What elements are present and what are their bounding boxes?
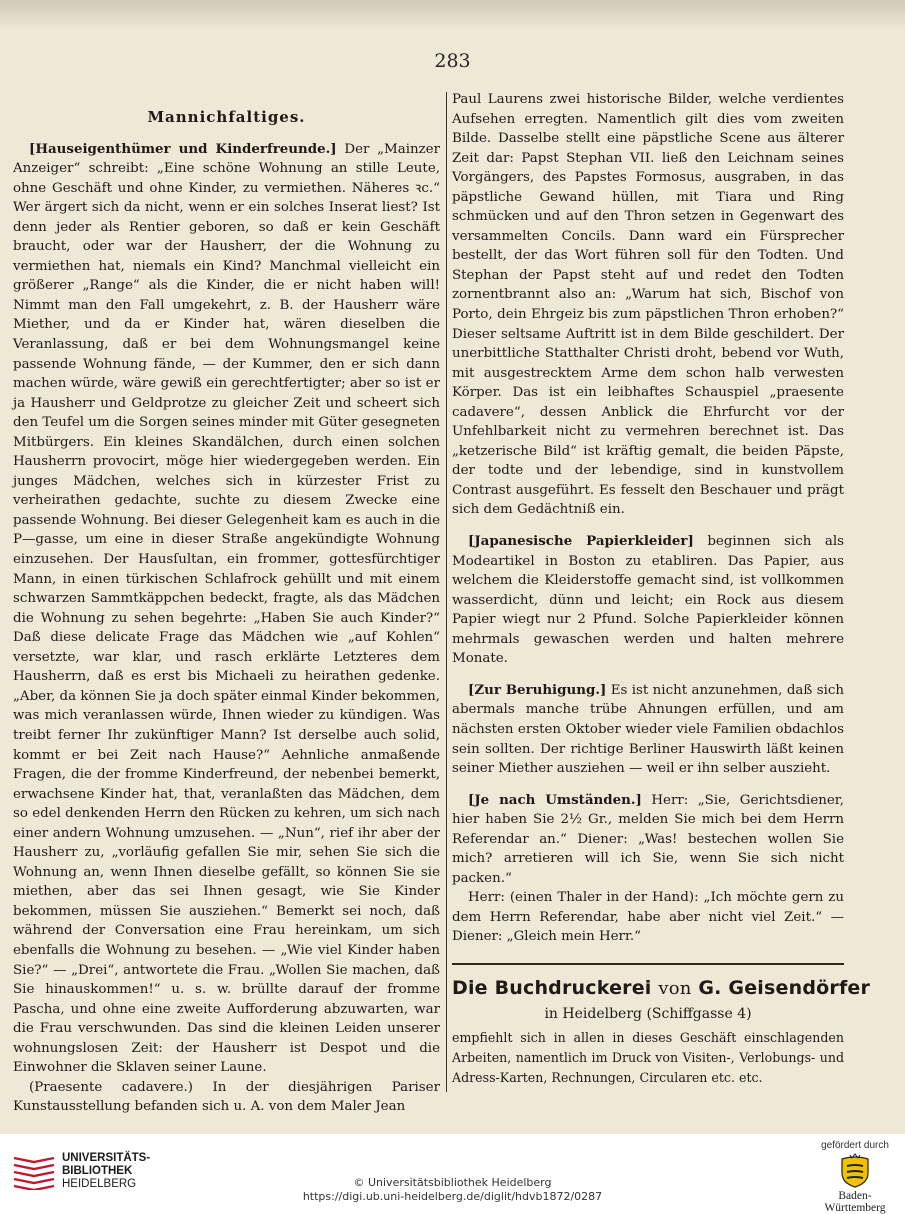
article-title: [Je nach Umständen.] — [468, 791, 642, 808]
article-paragraph: (Praesente cadavere.) In der diesjährigen Pariser Kunstausstellung befanden sich u. A. von dem Maler Jean — [13, 1079, 440, 1115]
advertisement-address: (Schiffgasse 4) — [646, 1005, 752, 1022]
article-title: [Hauseigenthümer und Kinderfreunde.] — [29, 140, 337, 157]
advertisement-divider — [452, 963, 844, 965]
article-paragraph: Herr: (einen Thaler in der Hand): „Ich möchte gern zu dem Herrn Referendar, habe aber nicht viel Zeit.“ — Diener: „Gleich mein Herr.“ — [452, 890, 844, 945]
right-column — [452, 90, 871, 1088]
article-paragraph — [452, 681, 844, 779]
column-divider — [446, 92, 447, 1092]
footer-credits — [0, 1176, 905, 1203]
article-paragraph: Paul Laurens zwei historische Bilder, welche verdientes Aufsehen erregten. Namentlich gilt dies vom zweiten Bilde. Dasselbe stellt eine päpstliche Scene aus älterer Zeit dar: Papst Stephan VII. ließ den Leichnam seines Vorgängers, des Papstes Formosus, ausgraben, in das päpstliche Gewand hüllen, mit Tiara und Ring schmücken und auf den Thron setzen in Gegenwart des versammelten Concils. Dann ward ein Fürsprecher bestellt, der das Wort führen soll für den Todten. Und Stephan der Papst steht auf und redet den Todten zornentbrannt also an: „Warum hat sich, Bischof von Porto, dein Ehrgeiz bis zum päpstlichen Thron erhoben?“ Dieser seltsame Auftritt ist in dem Bilde geschildert. Der unerbittliche Statthalter Christi droht, bebend vor Wuth, mit ausgestrecktem Arme dem schon halb verwesten Körper. Das ist ein leibhaftes Schauspiel „praesente cadavere“, dessen Anblick die Ehrfurcht vor der Unfehlbarkeit nicht zu vermehren berechnet ist. Das „ketzerische Bild“ ist kräftig gemalt, die beiden Päpste, der todte und der lebendige, sind in kunstvollem Contrast ausgeführt. Es fesselt den Beschauer und prägt sich dem Gedächtniß ein. — [452, 92, 844, 518]
advertisement-city: in Heidelberg — [544, 1005, 642, 1022]
advertisement-location — [452, 1005, 844, 1025]
article-text: Herr: „Sie, Gerichtsdiener, hier haben Sie 2½ Gr., melden Sie mich bei dem Herrn Referendar an.“ Diener: „Was! bestechen wollen Sie mich? arretieren will ich Sie, wenn Sie sich nicht packen.“ — [452, 792, 844, 886]
article-title: [Japanesische Papierkleider] — [468, 533, 694, 550]
page-number: 283 — [434, 50, 471, 72]
permalink[interactable]: https://digi.ub.uni-heidelberg.de/diglit/hdvb1872/0287 — [302, 1189, 603, 1203]
article-paragraph — [452, 532, 844, 669]
funded-by-text: gefördert durch — [821, 1140, 889, 1151]
library-logo-line: HEIDELBERG — [62, 1178, 137, 1190]
section-heading: Mannichfaltiges. — [147, 108, 306, 126]
library-logo-line: UNIVERSITÄTS- — [62, 1152, 151, 1164]
advertisement-firm: Die Buchdruckerei — [452, 976, 652, 999]
article-paragraph — [452, 791, 844, 889]
advertisement-owner: G. Geisendörfer — [698, 976, 871, 999]
baden-wuerttemberg-crest-icon — [838, 1153, 872, 1189]
article-text: beginnen sich als Modeartikel in Boston zu etabliren. Das Papier, aus welchem die Kleiderstoffe gemacht sind, ist vollkommen wasserdicht, dünn und leicht; ein Rock aus diesem Papier wiegt nur 2 Pfund. Solche Papierkleider können mehrmals gewaschen werden und halten mehrere Monate. — [452, 534, 844, 667]
advertisement-body: empfiehlt sich in allen in dieses Geschäft einschlagenden Arbeiten, namentlich im Druck von Visiten-, Verlobungs- und Adress-Karten, Rechnungen, Circularen etc. etc. — [452, 1030, 844, 1086]
article-paragraph — [13, 140, 440, 1078]
footer — [0, 1134, 905, 1214]
advertisement-von: von — [658, 977, 692, 999]
article-title: [Zur Beruhigung.] — [468, 681, 607, 698]
article-text: Es ist nicht anzunehmen, daß sich abermals manche trübe Ahnungen erfüllen, und am nächsten ersten Oktober wieder viele Familien obdachlos sein sollten. Der richtige Berliner Hauswirth läßt keinen seiner Miether ausziehen — weil er ihn selber auszieht. — [452, 682, 844, 777]
funder-name: Baden-Württemberg — [824, 1190, 886, 1214]
copyright-text: © Universitätsbibliothek Heidelberg — [353, 1176, 552, 1189]
left-column — [13, 90, 440, 1117]
library-logo-line: BIBLIOTHEK — [62, 1165, 133, 1177]
article-text: Der „Mainzer Anzeiger“ schreibt: „Eine schöne Wohnung an stille Leute, ohne Geschäft und ohne Kinder, zu vermiethen. Näheres ꝛc.“ Wer ärgert sich da nicht, wenn er ein solches Inserat liest? Ist denn jeder als Rentier geboren, so daß er kein Geschäft braucht, oder war der Hausherr, der die Wohnung zu vermiethen hat, niemals ein Kind? Manchmal vielleicht ein größerer „Range“ als die Kinder, die er nicht haben will! Nimmt man den Fall umgekehrt, z. B. der Hausherr wäre Miether, und da er Kinder hat, wären dieselben die Veranlassung, daß er bei dem Wohnungsmangel keine passende Wohnung fände, — der Kummer, den er sich dann machen würde, wäre gewiß ein gerechtfertigter; aber so ist er ja Hausherr und Geldprotze zu gleicher Zeit und scheert sich den Teufel um die Sorgen seines minder mit Güter gesegneten Mitbürgers. Ein kleines Skandälchen, durch einen solchen Hausherrn provocirt, möge hier wiedergegeben werden. Ein junges Mädchen, welches sich in kürzester Frist zu verheirathen gedachte, suchte zu diesem Zwecke eine passende Wohnung. Bei dieser Gelegenheit kam es auch in die P—gasse, um eine in dieser Straße angekündigte Wohnung einzusehen. Der Hausſultan, ein frommer, gottesfürchtiger Mann, in einen türkischen Schlafrock gehüllt und mit einem schwarzen Sammtkäppchen bedeckt, fragte, als das Mädchen die Wohnung zu sehen begehrte: „Haben Sie auch Kinder?“ Daß diese delicate Frage das Mädchen wie „auf Kohlen“ versetzte, war klar, und rasch erklärte Letzteres dem Hausherrn, daß es erst bis Michaeli zu heirathen gedenke. „Aber, da können Sie ja doch später einmal Kinder bekommen, was mich veranlassen würde, Ihnen wieder zu kündigen. Was treibt ferner Ihr zukünftiger Mann? Ist derselbe auch solid, kommt er bei Zeit nach Hause?“ Aehnliche anmaßende Fragen, die der fromme Kinderfreund, der nebenbei bemerkt, erwachsene Kinder hat, that, veranlaßten das Mädchen, dem so edel denkenden Herrn den Rücken zu kehren, um sich nach einer andern Wohnung umzusehen. — „Nun“, rief ihr aber der Hausherr zu, „vorläufig gefallen Sie mir, sehen Sie sich die Wohnung an, wenn Ihnen dieselbe gefällt, so können Sie sie miethen, aber das sei Ihnen gesagt, wie Sie Kinder bekommen, müssen Sie ausziehen.“ Bemerkt sei noch, daß während der Conversation eine Frau hereinkam, um sich ebenfalls die Wohnung zu besehen. — „Wie viel Kinder haben Sie?“ — „Drei“, antwortete die Frau. „Wollen Sie machen, daß Sie hinauskommen!“ u. s. w. brüllte darauf der fromme Pascha, und ohne eine zweite Aufforderung abzuwarten, war die Frau verschwunden. Das sind die kleinen Leiden unserer wohnungslosen Zeit: der Hausherr ist Despot und die Einwohner die Sklaven seiner Laune. — [13, 141, 441, 1076]
advertisement-firm-name — [452, 976, 871, 999]
